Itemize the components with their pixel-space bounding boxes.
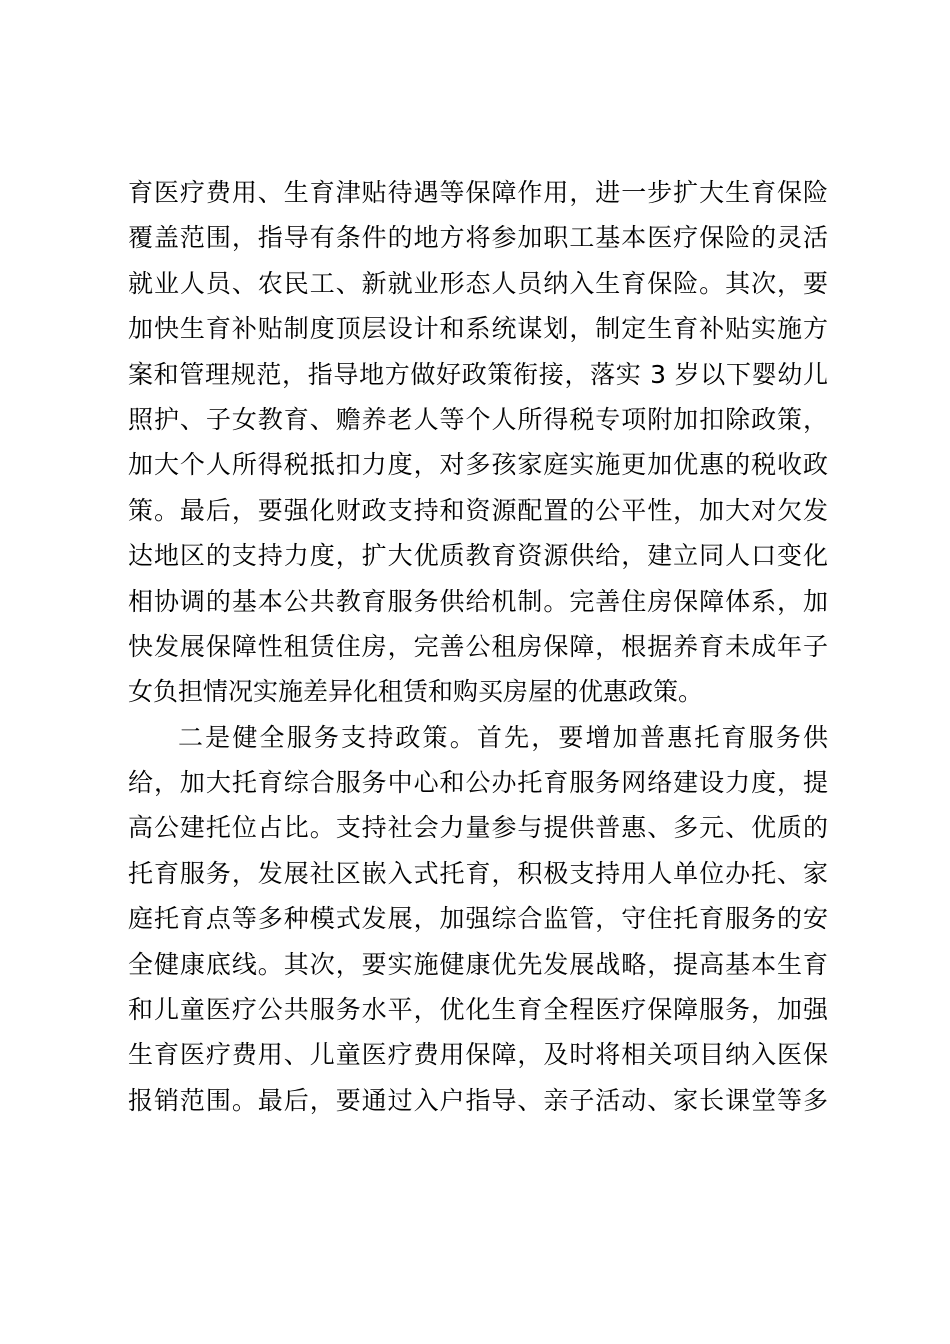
text-line: 报销范围。最后，要通过入户指导、亲子活动、家长课堂等多 [128,1085,828,1115]
text-line: 庭托育点等多种模式发展，加强综合监管，守住托育服务的安 [128,904,828,934]
paragraph-heading-line: 二是健全服务支持政策。首先，要增加普惠托育服务供 [178,722,828,752]
text-line: 案和管理规范，指导地方做好政策衔接，落实 3 岁以下婴幼儿 [128,359,828,389]
text-line: 快发展保障性租赁住房，完善公租房保障，根据养育未成年子 [128,631,828,661]
text-line: 照护、子女教育、赡养老人等个人所得税专项附加扣除政策， [128,404,828,434]
text-line: 给，加大托育综合服务中心和公办托育服务网络建设力度，提 [128,768,828,798]
text-line: 育医疗费用、生育津贴待遇等保障作用，进一步扩大生育保险 [128,178,828,207]
body-text [128,170,828,1123]
text-line: 全健康底线。其次，要实施健康优先发展战略，提高基本生育 [128,949,828,979]
text-line: 策。最后，要强化财政支持和资源配置的公平性，加大对欠发 [128,495,828,525]
text-line: 高公建托位占比。支持社会力量参与提供普惠、多元、优质的 [128,813,828,843]
text-line: 覆盖范围，指导有条件的地方将参加职工基本医疗保险的灵活 [128,223,828,253]
text-line: 生育医疗费用、儿童医疗费用保障，及时将相关项目纳入医保 [128,1040,828,1070]
text-line: 和儿童医疗公共服务水平，优化生育全程医疗保障服务，加强 [128,995,828,1025]
text-line: 加大个人所得税抵扣力度，对多孩家庭实施更加优惠的税收政 [128,450,828,480]
text-line: 就业人员、农民工、新就业形态人员纳入生育保险。其次，要 [128,268,828,298]
text-line: 达地区的支持力度，扩大优质教育资源供给，建立同人口变化 [128,541,828,571]
paragraph-end-line: 女负担情况实施差异化租赁和购买房屋的优惠政策。 [128,677,704,707]
text-line: 托育服务，发展社区嵌入式托育，积极支持用人单位办托、家 [128,858,828,888]
text-line: 相协调的基本公共教育服务供给机制。完善住房保障体系，加 [128,586,828,616]
text-line: 加快生育补贴制度顶层设计和系统谋划，制定生育补贴实施方 [128,314,828,344]
